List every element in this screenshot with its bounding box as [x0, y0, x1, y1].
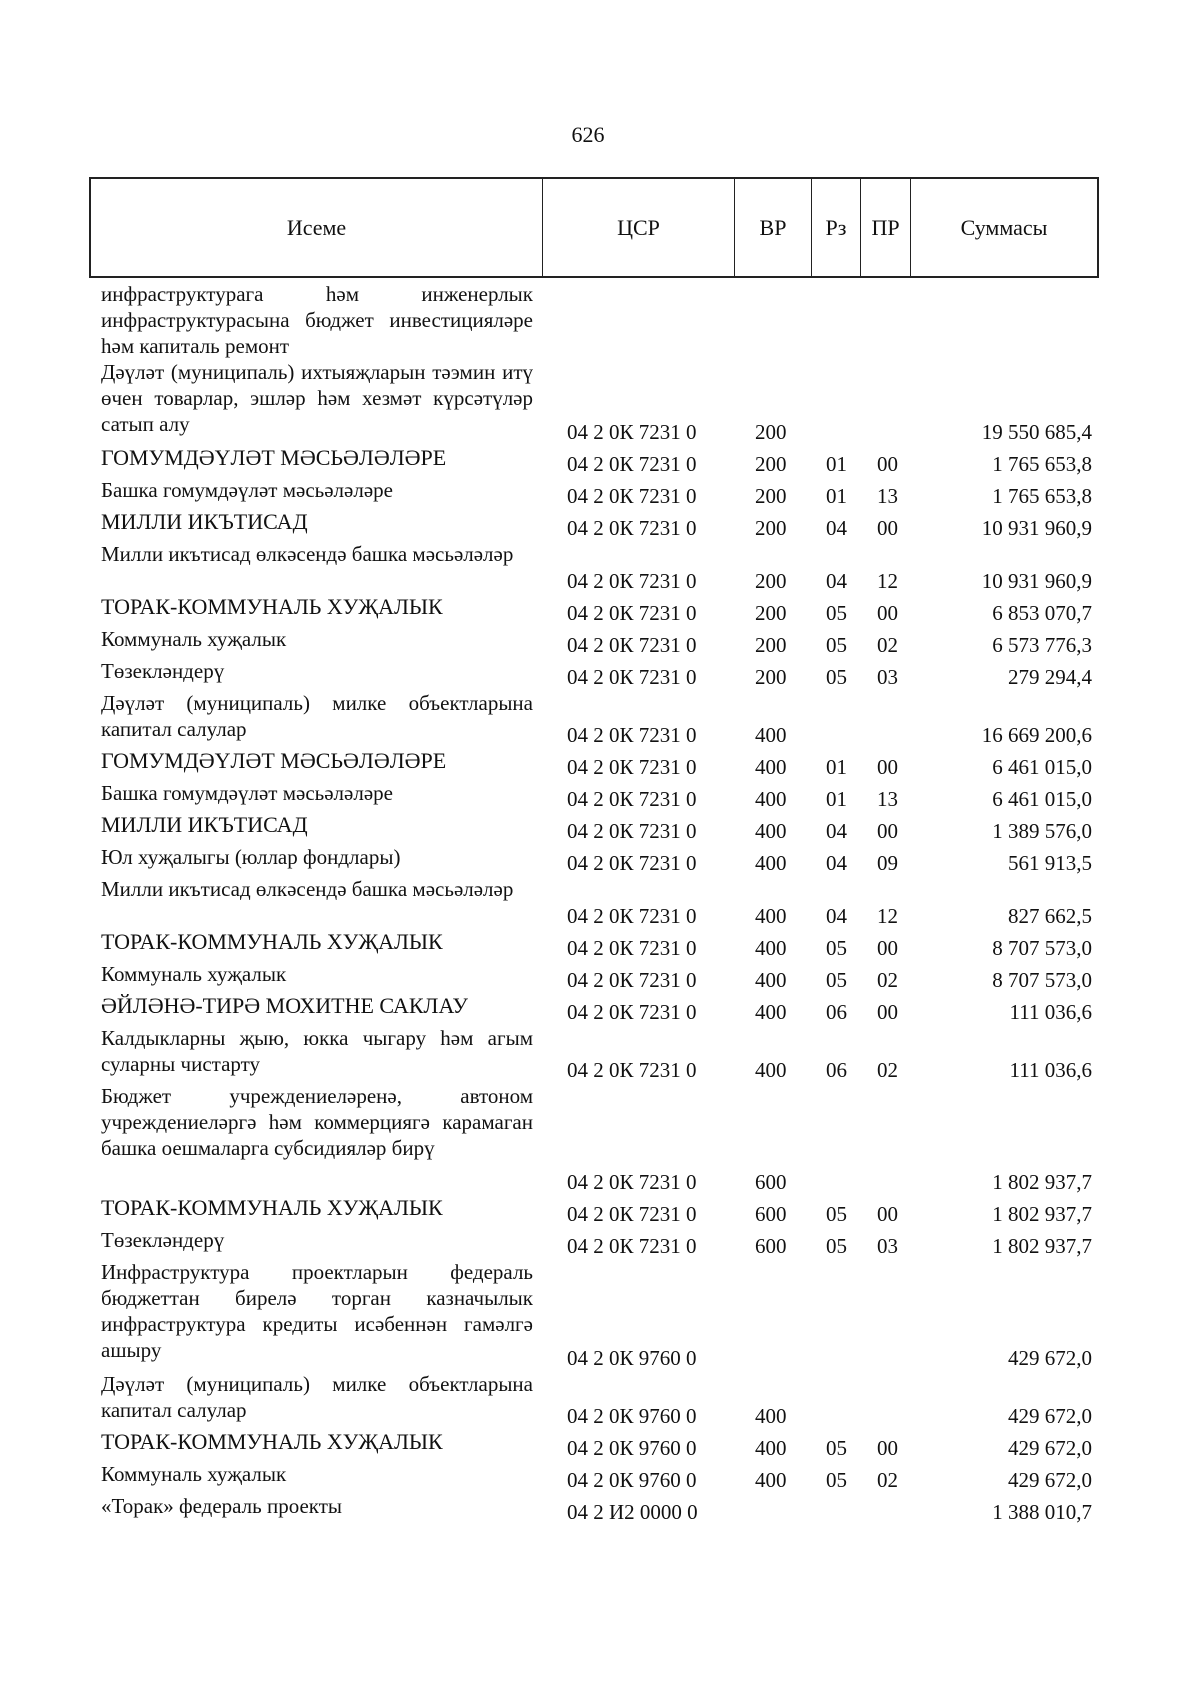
- row-pr: 13: [877, 787, 898, 811]
- table-header: [89, 177, 1099, 278]
- row-rz: 05: [826, 633, 847, 657]
- row-csr: 04 2 0К 7231 0: [567, 904, 697, 928]
- row-csr: 04 2 0К 7231 0: [567, 601, 697, 625]
- row-name: Коммуналь хуҗалык: [101, 627, 287, 651]
- header-vr: ВР: [735, 179, 812, 276]
- header-pr: ПР: [861, 179, 911, 276]
- row-vr: 400: [755, 968, 787, 992]
- row-vr: 600: [755, 1234, 787, 1258]
- row-name: Милли икътисад өлкәсендә башка мәсьәләләр: [101, 877, 514, 901]
- row-csr: 04 2 0К 7231 0: [567, 1170, 697, 1194]
- row-name: Коммуналь хуҗалык: [101, 962, 287, 986]
- header-csr: ЦСР: [543, 179, 735, 276]
- row-pr: 12: [877, 904, 898, 928]
- row-name: МИЛЛИ ИКЪТИСАД: [101, 812, 308, 837]
- row-name: Башка гомумдәүләт мәсьәләләре: [101, 478, 393, 502]
- table-row: [0, 1025, 1200, 1083]
- row-pr: 12: [877, 569, 898, 593]
- row-sum: 429 672,0: [1008, 1346, 1092, 1370]
- row-pr: 00: [877, 936, 898, 960]
- row-name: Дәүләт (муниципаль) милке объектларына капитал салулар: [101, 691, 533, 741]
- row-rz: 04: [826, 851, 847, 875]
- row-rz: 05: [826, 665, 847, 689]
- row-csr: 04 2 0К 9760 0: [567, 1436, 697, 1460]
- row-csr: 04 2 0К 7231 0: [567, 755, 697, 779]
- row-sum: 19 550 685,4: [981, 420, 1092, 444]
- row-csr: 04 2 0К 7231 0: [567, 665, 697, 689]
- row-rz: 05: [826, 1436, 847, 1460]
- row-sum: 1 802 937,7: [992, 1234, 1092, 1258]
- row-name: Калдыкларны җыю, юкка чыгару һәм агым суларны чистарту: [101, 1026, 533, 1076]
- row-vr: 400: [755, 1404, 787, 1428]
- table-row: [0, 1227, 1200, 1259]
- row-pr: 00: [877, 1202, 898, 1226]
- page-number: 626: [571, 122, 605, 147]
- table-row: [0, 844, 1200, 876]
- row-name: Коммуналь хуҗалык: [101, 1462, 287, 1486]
- table-row: [0, 1493, 1200, 1525]
- row-pr: 03: [877, 1234, 898, 1258]
- row-csr: 04 2 0К 7231 0: [567, 452, 697, 476]
- row-name: Дәүләт (муниципаль) ихтыяҗларын тәэмин итү өчен товарлар, эшләр һәм хезмәт күрсәтүләр сатып алу: [101, 360, 533, 436]
- table-row: [0, 594, 1200, 626]
- row-vr: 200: [755, 601, 787, 625]
- row-pr: 02: [877, 1468, 898, 1492]
- row-name: Бюджет учреждениеләренә, автоном учреждениеләргә һәм коммерциягә карамаган башка оешмаларга субсидияләр бирү: [101, 1084, 533, 1160]
- row-sum: 8 707 573,0: [992, 968, 1092, 992]
- row-name: Башка гомумдәүләт мәсьәләләре: [101, 781, 393, 805]
- row-sum: 8 707 573,0: [992, 936, 1092, 960]
- row-csr: 04 2 0К 9760 0: [567, 1404, 697, 1428]
- row-vr: 200: [755, 484, 787, 508]
- row-sum: 111 036,6: [1009, 1058, 1092, 1082]
- row-sum: 1 802 937,7: [992, 1170, 1092, 1194]
- row-vr: 400: [755, 936, 787, 960]
- row-vr: 200: [755, 516, 787, 540]
- row-sum: 429 672,0: [1008, 1436, 1092, 1460]
- row-rz: 06: [826, 1058, 847, 1082]
- row-sum: 10 931 960,9: [981, 569, 1092, 593]
- row-name: ТОРАК-КОММУНАЛЬ ХУҖАЛЫК: [101, 1429, 443, 1454]
- row-rz: 04: [826, 516, 847, 540]
- table-row: [0, 1461, 1200, 1493]
- row-sum: 1 765 653,8: [992, 452, 1092, 476]
- row-vr: 200: [755, 665, 787, 689]
- table-row: [0, 748, 1200, 780]
- row-rz: 01: [826, 755, 847, 779]
- row-name: ТОРАК-КОММУНАЛЬ ХУҖАЛЫК: [101, 1195, 443, 1220]
- row-sum: 1 765 653,8: [992, 484, 1092, 508]
- row-pr: 00: [877, 516, 898, 540]
- row-pr: 03: [877, 665, 898, 689]
- table-row: [0, 658, 1200, 690]
- row-csr: 04 2 0К 7231 0: [567, 420, 697, 444]
- row-sum: 10 931 960,9: [981, 516, 1092, 540]
- table-row: [0, 876, 1200, 929]
- row-sum: 429 672,0: [1008, 1404, 1092, 1428]
- table-row: [0, 359, 1200, 445]
- row-pr: 09: [877, 851, 898, 875]
- row-vr: 600: [755, 1170, 787, 1194]
- row-rz: 05: [826, 1468, 847, 1492]
- row-pr: 00: [877, 601, 898, 625]
- row-csr: 04 2 0К 9760 0: [567, 1468, 697, 1492]
- row-vr: 400: [755, 1000, 787, 1024]
- row-rz: 01: [826, 787, 847, 811]
- table-row: [0, 1429, 1200, 1461]
- row-rz: 01: [826, 484, 847, 508]
- row-csr: 04 2 0К 7231 0: [567, 819, 697, 843]
- row-vr: 400: [755, 819, 787, 843]
- table-row: [0, 961, 1200, 993]
- row-pr: 02: [877, 633, 898, 657]
- row-csr: 04 2 0К 7231 0: [567, 723, 697, 747]
- row-rz: 01: [826, 452, 847, 476]
- row-pr: 00: [877, 452, 898, 476]
- row-name: Юл хуҗалыгы (юллар фондлары): [101, 845, 401, 869]
- row-csr: 04 2 0К 7231 0: [567, 787, 697, 811]
- header-rz: Рз: [812, 179, 861, 276]
- row-csr: 04 2 0К 7231 0: [567, 1234, 697, 1258]
- row-rz: 04: [826, 569, 847, 593]
- row-sum: 279 294,4: [1008, 665, 1092, 689]
- row-vr: 400: [755, 1468, 787, 1492]
- table-row: [0, 1195, 1200, 1227]
- row-csr: 04 2 0К 7231 0: [567, 569, 697, 593]
- table-row: [0, 780, 1200, 812]
- table-row: [0, 509, 1200, 541]
- row-sum: 111 036,6: [1009, 1000, 1092, 1024]
- row-csr: 04 2 И2 0000 0: [567, 1500, 698, 1524]
- row-pr: 02: [877, 1058, 898, 1082]
- row-rz: 06: [826, 1000, 847, 1024]
- row-vr: 400: [755, 787, 787, 811]
- table-body: [0, 281, 1200, 1525]
- row-sum: 1 389 576,0: [992, 819, 1092, 843]
- table-row: [0, 812, 1200, 844]
- row-rz: 04: [826, 819, 847, 843]
- row-pr: 00: [877, 755, 898, 779]
- row-vr: 400: [755, 723, 787, 747]
- row-pr: 13: [877, 484, 898, 508]
- row-sum: 429 672,0: [1008, 1468, 1092, 1492]
- row-sum: 6 461 015,0: [992, 755, 1092, 779]
- row-csr: 04 2 0К 7231 0: [567, 633, 697, 657]
- row-rz: 05: [826, 1234, 847, 1258]
- row-sum: 1 802 937,7: [992, 1202, 1092, 1226]
- table-row: [0, 445, 1200, 477]
- table-row: [0, 281, 1200, 359]
- row-pr: 00: [877, 1000, 898, 1024]
- row-name: инфраструктурага һәм инженерлык инфраструктурасына бюджет инвестицияләре һәм капиталь ремонт: [101, 282, 533, 358]
- row-vr: 400: [755, 1058, 787, 1082]
- row-name: Инфраструктура проектларын федераль бюджеттан бирелә торган казначылык инфраструктура кредиты исәбеннән гамәлгә ашыру: [101, 1260, 533, 1362]
- row-rz: 05: [826, 1202, 847, 1226]
- row-csr: 04 2 0К 7231 0: [567, 851, 697, 875]
- table-row: [0, 1371, 1200, 1429]
- row-name: «Торак» федераль проекты: [101, 1494, 343, 1518]
- table-row: [0, 477, 1200, 509]
- table-row: [0, 690, 1200, 748]
- table-row: [0, 626, 1200, 658]
- header-name: Исеме: [91, 179, 543, 276]
- row-pr: 00: [877, 819, 898, 843]
- row-vr: 200: [755, 452, 787, 476]
- row-sum: 1 388 010,7: [992, 1500, 1092, 1524]
- table-row: [0, 929, 1200, 961]
- row-name: ТОРАК-КОММУНАЛЬ ХУҖАЛЫК: [101, 929, 443, 954]
- row-csr: 04 2 0К 9760 0: [567, 1346, 697, 1370]
- row-csr: 04 2 0К 7231 0: [567, 968, 697, 992]
- table-row: [0, 541, 1200, 594]
- row-name: Милли икътисад өлкәсендә башка мәсьәләләр: [101, 542, 514, 566]
- row-sum: 6 573 776,3: [992, 633, 1092, 657]
- row-rz: 04: [826, 904, 847, 928]
- row-pr: 00: [877, 1436, 898, 1460]
- row-rz: 05: [826, 968, 847, 992]
- row-vr: 400: [755, 904, 787, 928]
- table-row: [0, 1259, 1200, 1371]
- row-csr: 04 2 0К 7231 0: [567, 1000, 697, 1024]
- row-vr: 200: [755, 420, 787, 444]
- row-csr: 04 2 0К 7231 0: [567, 516, 697, 540]
- row-vr: 200: [755, 633, 787, 657]
- row-name: ГОМУМДӘҮЛӘТ МӘСЬӘЛӘЛӘРЕ: [101, 748, 447, 773]
- row-sum: 6 853 070,7: [992, 601, 1092, 625]
- row-csr: 04 2 0К 7231 0: [567, 1202, 697, 1226]
- row-sum: 6 461 015,0: [992, 787, 1092, 811]
- row-rz: 05: [826, 936, 847, 960]
- row-vr: 400: [755, 1436, 787, 1460]
- row-rz: 05: [826, 601, 847, 625]
- header-sum: Суммасы: [960, 214, 1048, 240]
- row-vr: 400: [755, 851, 787, 875]
- row-csr: 04 2 0К 7231 0: [567, 1058, 697, 1082]
- row-csr: 04 2 0К 7231 0: [567, 936, 697, 960]
- row-name: ӘЙЛӘНӘ-ТИРӘ МОХИТНЕ САКЛАУ: [101, 993, 468, 1018]
- row-pr: 02: [877, 968, 898, 992]
- row-sum: 16 669 200,6: [981, 723, 1092, 747]
- row-vr: 400: [755, 755, 787, 779]
- row-vr: 600: [755, 1202, 787, 1226]
- row-csr: 04 2 0К 7231 0: [567, 484, 697, 508]
- row-name: МИЛЛИ ИКЪТИСАД: [101, 509, 308, 534]
- row-name: Дәүләт (муниципаль) милке объектларына капитал салулар: [101, 1372, 533, 1422]
- row-name: Төзекләндерү: [101, 1228, 225, 1252]
- table-row: [0, 993, 1200, 1025]
- row-name: Төзекләндерү: [101, 659, 225, 683]
- table-row: [0, 1083, 1200, 1195]
- row-name: ТОРАК-КОММУНАЛЬ ХУҖАЛЫК: [101, 594, 443, 619]
- row-sum: 827 662,5: [1008, 904, 1092, 928]
- row-vr: 200: [755, 569, 787, 593]
- row-sum: 561 913,5: [1008, 851, 1092, 875]
- row-name: ГОМУМДӘҮЛӘТ МӘСЬӘЛӘЛӘРЕ: [101, 445, 447, 470]
